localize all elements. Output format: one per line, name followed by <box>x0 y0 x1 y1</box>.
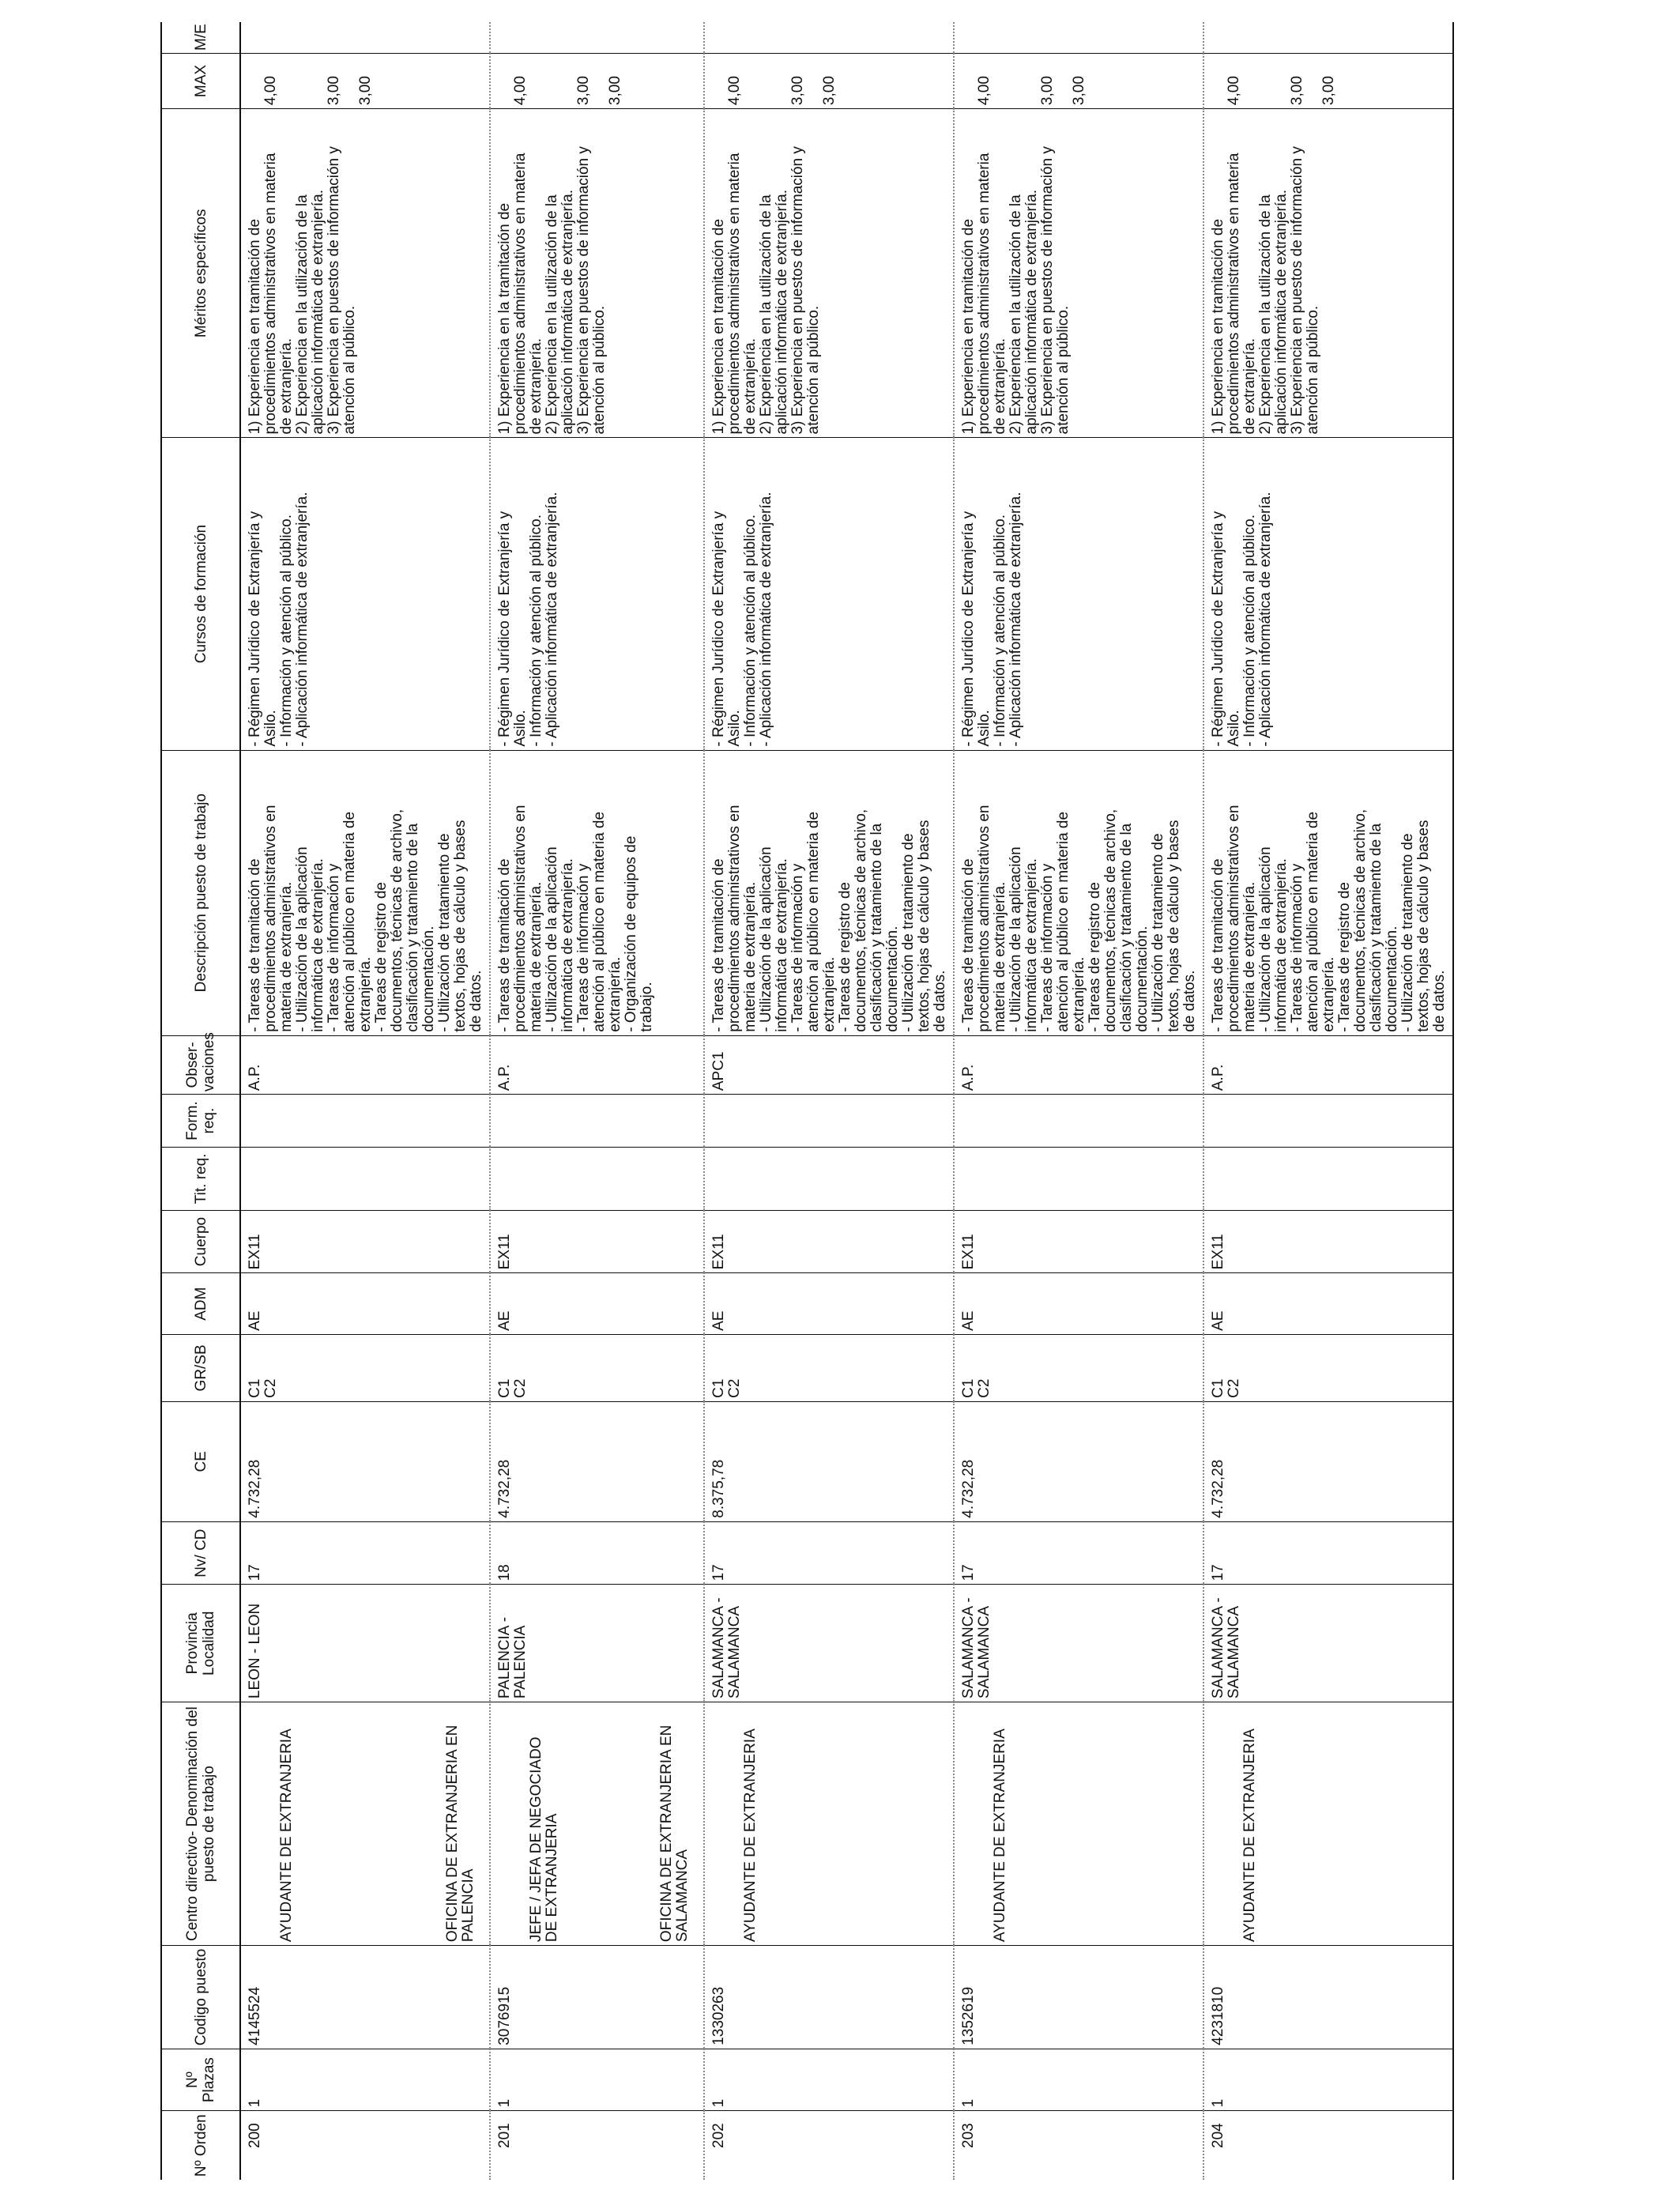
centro-text: AYUDANTE DE EXTRANJERIA <box>742 1728 759 1943</box>
descripcion-cell: - Tareas de tramitación de procedimientos administrativos en materia de extranjería. - Utilización de la aplicación informática de extranjería. - Tareas de información y atención al público en materia de extranjería. - Tareas de registro de documentos, técnicas de archivo, clasificación y tratamiento de la documentación. - Utilización de tratamiento de textos, hojas de cálculo y bases de datos. <box>240 750 490 1035</box>
plazas-cell: 1 <box>704 2049 954 2111</box>
header-adm: ADM <box>161 1273 240 1335</box>
header-gr: GR/SB <box>161 1334 240 1401</box>
gr-cell: C1 C2 <box>1203 1334 1453 1401</box>
header-obs: Obser- vaciones <box>161 1035 240 1094</box>
descripcion-cell: - Tareas de tramitación de procedimientos administrativos en materia de extranjería. - Utilización de la aplicación informática de extranjería. - Tareas de información y atención al público en materia de extranjería. - Organización de equipos de trabajo. <box>490 750 704 1035</box>
tit-cell <box>490 1148 704 1211</box>
orden-cell: 203 <box>954 2111 1203 2180</box>
max-value: 3,00 <box>607 76 623 106</box>
max-value: 3,00 <box>821 76 838 106</box>
gr-cell: C1 C2 <box>704 1334 954 1401</box>
header-max: MAX <box>161 53 240 108</box>
orden-cell: 204 <box>1203 2111 1453 2180</box>
job-positions-table <box>160 22 1454 2180</box>
ce-cell: 4.732,28 <box>490 1401 704 1521</box>
tit-cell <box>704 1148 954 1211</box>
obs-cell: A.P. <box>1203 1035 1453 1094</box>
max-value <box>759 57 774 105</box>
adm-cell: AE <box>490 1273 704 1335</box>
cuerpo-cell: EX11 <box>1203 1210 1453 1273</box>
obs-cell: APC1 <box>704 1035 954 1094</box>
orden-cell: 202 <box>704 2111 954 2180</box>
obs-cell: A.P. <box>954 1035 1203 1094</box>
unidad-text: OFICINA DE EXTRANJERIA EN PALENCIA <box>444 1725 477 1943</box>
me-cell <box>954 22 1203 53</box>
adm-cell: AE <box>704 1273 954 1335</box>
max-cell <box>490 53 704 108</box>
table-row <box>704 22 954 2180</box>
max-value: 3,00 <box>357 76 374 106</box>
centro-text: AYUDANTE DE EXTRANJERIA <box>1241 1728 1258 1943</box>
cursos-cell: - Régimen Jurídico de Extranjería y Asilo. - Información y atención al público. - Aplicación informática de extranjería. <box>1203 438 1453 750</box>
adm-cell: AE <box>954 1273 1203 1335</box>
max-value: 3,00 <box>575 76 592 106</box>
max-value: 4,00 <box>726 76 743 106</box>
orden-cell: 201 <box>490 2111 704 2180</box>
centro-cell <box>1203 1702 1453 1946</box>
header-row <box>161 22 240 2180</box>
max-cell <box>240 53 490 108</box>
me-cell <box>704 22 954 53</box>
meritos-cell: 1) Experiencia en tramitación de procedimientos administrativos en materia de extranjería. 2) Experiencia en la utilización de la aplicación informática de extranjería. 3) Experiencia en puestos de información y atención al público. <box>704 109 954 438</box>
nivel-cell: 17 <box>1203 1521 1453 1585</box>
form-cell <box>704 1095 954 1148</box>
provincia-cell: SALAMANCA - SALAMANCA <box>1203 1585 1453 1702</box>
nivel-cell: 17 <box>954 1521 1203 1585</box>
cuerpo-cell: EX11 <box>240 1210 490 1273</box>
nivel-cell: 18 <box>490 1521 704 1585</box>
ce-cell: 4.732,28 <box>954 1401 1203 1521</box>
header-tit: Tit. req. <box>161 1148 240 1211</box>
codigo-cell: 3076915 <box>490 1946 704 2049</box>
ce-cell: 4.732,28 <box>240 1401 490 1521</box>
header-form: Form. req. <box>161 1095 240 1148</box>
max-cell <box>704 53 954 108</box>
descripcion-cell: - Tareas de tramitación de procedimientos administrativos en materia de extranjería. - Utilización de la aplicación informática de extranjería. - Tareas de información y atención al público en materia de extranjería. - Tareas de registro de documentos, técnicas de archivo, clasificación y tratamiento de la documentación. - Utilización de tratamiento de textos, hojas de cálculo y bases de datos. <box>954 750 1203 1035</box>
max-value: 4,00 <box>262 76 279 106</box>
gr-cell: C1 C2 <box>240 1334 490 1401</box>
table-row <box>1203 22 1453 2180</box>
cursos-cell: - Régimen Jurídico de Extranjería y Asilo. - Información y atención al público. - Aplicación informática de extranjería. <box>490 438 704 750</box>
form-cell <box>954 1095 1203 1148</box>
header-orden: Nº Orden <box>161 2111 240 2180</box>
codigo-cell: 1330263 <box>704 1946 954 2049</box>
max-value: 4,00 <box>976 76 993 106</box>
ce-cell: 8.375,78 <box>704 1401 954 1521</box>
adm-cell: AE <box>240 1273 490 1335</box>
max-value: 3,00 <box>789 76 806 106</box>
provincia-cell: SALAMANCA - SALAMANCA <box>954 1585 1203 1702</box>
tit-cell <box>1203 1148 1453 1211</box>
me-cell <box>490 22 704 53</box>
tit-cell <box>240 1148 490 1211</box>
header-centro: Centro directivo- Denominación del puesto de trabajo <box>161 1702 240 1946</box>
header-nivel: Nv/ CD <box>161 1521 240 1585</box>
provincia-cell: PALENCIA - PALENCIA <box>490 1585 704 1702</box>
nivel-cell: 17 <box>704 1521 954 1585</box>
header-ce: CE <box>161 1401 240 1521</box>
me-cell <box>1203 22 1453 53</box>
cuerpo-cell: EX11 <box>704 1210 954 1273</box>
centro-text: AYUDANTE DE EXTRANJERIA <box>278 1728 295 1943</box>
meritos-cell: 1) Experiencia en tramitación de procedimientos administrativos en materia de extranjería. 2) Experiencia en la utilización de la aplicación informática de extranjería. 3) Experiencia en puestos de información y atención al público. <box>240 109 490 438</box>
max-value <box>295 57 311 105</box>
provincia-cell: SALAMANCA - SALAMANCA <box>704 1585 954 1702</box>
max-value: 3,00 <box>1289 76 1305 106</box>
codigo-cell: 4145524 <box>240 1946 490 2049</box>
cursos-cell: - Régimen Jurídico de Extranjería y Asilo. - Información y atención al público. - Aplicación informática de extranjería. <box>954 438 1203 750</box>
max-cell <box>954 53 1203 108</box>
max-value <box>1258 57 1274 105</box>
header-descripcion: Descripción puesto de trabajo <box>161 750 240 1035</box>
header-cuerpo: Cuerpo <box>161 1210 240 1273</box>
header-codigo: Codigo puesto <box>161 1946 240 2049</box>
max-value: 3,00 <box>1039 76 1056 106</box>
unidad-text: OFICINA DE EXTRANJERIA EN SALAMANCA <box>658 1725 691 1943</box>
plazas-cell: 1 <box>240 2049 490 2111</box>
meritos-cell: 1) Experiencia en la tramitación de procedimientos administrativos en materia de extranjería. 2) Experiencia en la utilización de la aplicación informática de extranjería. 3) Experiencia en puestos de información y atención al público. <box>490 109 704 438</box>
codigo-cell: 4231810 <box>1203 1946 1453 2049</box>
obs-cell: A.P. <box>240 1035 490 1094</box>
gr-cell: C1 C2 <box>954 1334 1203 1401</box>
obs-cell: A.P. <box>490 1035 704 1094</box>
max-value <box>1008 57 1024 105</box>
header-meritos: Méritos específicos <box>161 109 240 438</box>
max-cell <box>1203 53 1453 108</box>
table-row <box>954 22 1203 2180</box>
form-cell <box>1203 1095 1453 1148</box>
plazas-cell: 1 <box>490 2049 704 2111</box>
centro-text: JEFE / JEFA DE NEGOCIADO DE EXTRANJERIA <box>528 1736 560 1943</box>
centro-cell <box>658 1702 954 1946</box>
cuerpo-cell: EX11 <box>954 1210 1203 1273</box>
max-value: 3,00 <box>1320 76 1337 106</box>
centro-text: AYUDANTE DE EXTRANJERIA <box>992 1728 1008 1943</box>
max-value: 3,00 <box>1071 76 1087 106</box>
tit-cell <box>954 1148 1203 1211</box>
orden-cell: 200 <box>240 2111 490 2180</box>
plazas-cell: 1 <box>954 2049 1203 2111</box>
max-value: 4,00 <box>1226 76 1242 106</box>
gr-cell: C1 C2 <box>490 1334 704 1401</box>
header-cursos: Cursos de formación <box>161 438 240 750</box>
codigo-cell: 1352619 <box>954 1946 1203 2049</box>
plazas-cell: 1 <box>1203 2049 1453 2111</box>
header-plazas: Nº Plazas <box>161 2049 240 2111</box>
max-value: 3,00 <box>326 76 342 106</box>
cursos-cell: - Régimen Jurídico de Extranjería y Asilo. - Información y atención al público. - Aplicación informática de extranjería. <box>704 438 954 750</box>
cuerpo-cell: EX11 <box>490 1210 704 1273</box>
cursos-cell: - Régimen Jurídico de Extranjería y Asilo. - Información y atención al público. - Aplicación informática de extranjería. <box>240 438 490 750</box>
max-value: 4,00 <box>512 76 529 106</box>
header-me: M/E <box>161 22 240 53</box>
me-cell <box>240 22 490 53</box>
centro-cell <box>954 1702 1203 1946</box>
header-provincia: Provincia Localidad <box>161 1585 240 1702</box>
adm-cell: AE <box>1203 1273 1453 1335</box>
nivel-cell: 17 <box>240 1521 490 1585</box>
meritos-cell: 1) Experiencia en tramitación de procedimientos administrativos en materia de extranjería. 2) Experiencia en la utilización de la aplicación informática de extranjería. 3) Experiencia en puestos de información y atención al público. <box>954 109 1203 438</box>
meritos-cell: 1) Experiencia en tramitación de procedimientos administrativos en materia de extranjería. 2) Experiencia en la utilización de la aplicación informática de extranjería. 3) Experiencia en puestos de información y atención al público. <box>1203 109 1453 438</box>
form-cell <box>490 1095 704 1148</box>
descripcion-cell: - Tareas de tramitación de procedimientos administrativos en materia de extranjería. - Utilización de la aplicación informática de extranjería. - Tareas de información y atención al público en materia de extranjería. - Tareas de registro de documentos, técnicas de archivo, clasificación y tratamiento de la documentación. - Utilización de tratamiento de textos, hojas de cálculo y bases de datos. <box>704 750 954 1035</box>
descripcion-cell: - Tareas de tramitación de procedimientos administrativos en materia de extranjería. - Utilización de la aplicación informática de extranjería. - Tareas de información y atención al público en materia de extranjería. - Tareas de registro de documentos, técnicas de archivo, clasificación y tratamiento de la documentación. - Utilización de tratamiento de textos, hojas de cálculo y bases de datos. <box>1203 750 1453 1035</box>
provincia-cell: LEON - LEON <box>240 1585 490 1702</box>
ce-cell: 4.732,28 <box>1203 1401 1453 1521</box>
max-value <box>544 57 560 105</box>
form-cell <box>240 1095 490 1148</box>
